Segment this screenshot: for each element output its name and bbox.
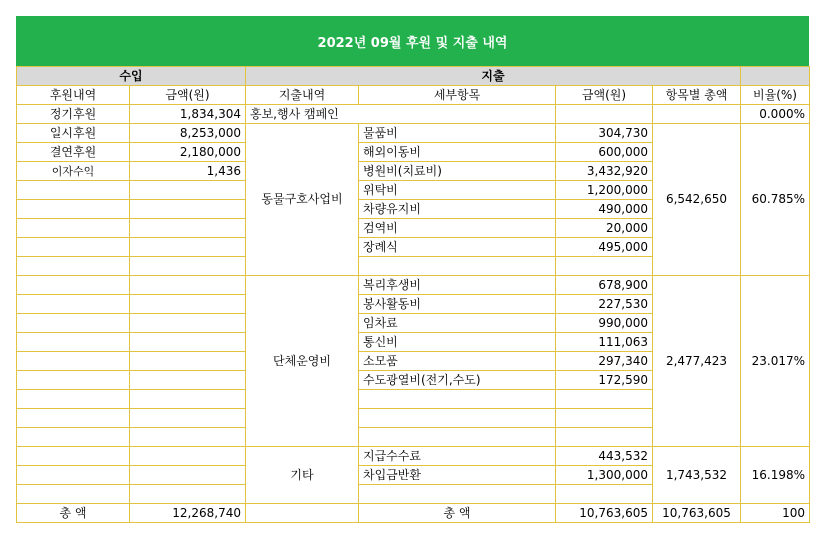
expense-group-name: 기타 <box>246 447 359 504</box>
category-grand-total: 10,763,605 <box>653 504 741 523</box>
detail-name: 차량유지비 <box>359 200 556 219</box>
income-name: 정기후원 <box>17 105 130 124</box>
detail-amount: 3,432,920 <box>556 162 653 181</box>
expense-group-total: 1,743,532 <box>653 447 741 504</box>
detail-amount: 990,000 <box>556 314 653 333</box>
ratio-total: 100 <box>741 504 810 523</box>
detail-name: 병원비(치료비) <box>359 162 556 181</box>
detail-name: 수도광열비(전기,수도) <box>359 371 556 390</box>
detail-amount: 297,340 <box>556 352 653 371</box>
detail-amount: 111,063 <box>556 333 653 352</box>
income-item-header: 후원내역 <box>17 86 130 105</box>
promo-expense-name: 홍보,행사 캠페인 <box>246 105 556 124</box>
income-name: 일시후원 <box>17 124 130 143</box>
income-name: 결연후원 <box>17 143 130 162</box>
detail-name: 해외이동비 <box>359 143 556 162</box>
column-header-row <box>17 86 810 105</box>
income-total-label: 총 액 <box>17 504 130 523</box>
detail-amount: 678,900 <box>556 276 653 295</box>
totals-row <box>17 504 810 523</box>
income-name: 이자수익 <box>17 162 130 181</box>
income-total-amount: 12,268,740 <box>130 504 246 523</box>
table-row <box>17 447 810 466</box>
detail-name: 검역비 <box>359 219 556 238</box>
detail-amount: 20,000 <box>556 219 653 238</box>
report-title: 2022년 09월 후원 및 지출 내역 <box>16 16 809 66</box>
promo-ratio: 0.000% <box>741 105 810 124</box>
table-row <box>17 276 810 295</box>
section-blank <box>741 67 810 86</box>
detail-amount: 304,730 <box>556 124 653 143</box>
expense-item-header: 지출내역 <box>246 86 359 105</box>
detail-name: 차입금반환 <box>359 466 556 485</box>
detail-name: 임차료 <box>359 314 556 333</box>
ratio-header: 비율(%) <box>741 86 810 105</box>
expense-group-total: 6,542,650 <box>653 124 741 276</box>
expense-group-ratio: 60.785% <box>741 124 810 276</box>
income-amount-header: 금액(원) <box>130 86 246 105</box>
detail-name: 지급수수료 <box>359 447 556 466</box>
expense-group-name: 단체운영비 <box>246 276 359 447</box>
expense-total-label: 총 액 <box>359 504 556 523</box>
expense-group-ratio: 23.017% <box>741 276 810 447</box>
expense-group-name: 동물구호사업비 <box>246 124 359 276</box>
detail-amount: 600,000 <box>556 143 653 162</box>
income-amount: 1,834,304 <box>130 105 246 124</box>
detail-amount: 172,590 <box>556 371 653 390</box>
table-row <box>17 105 810 124</box>
expense-group-total: 2,477,423 <box>653 276 741 447</box>
detail-item-header: 세부항목 <box>359 86 556 105</box>
detail-name: 위탁비 <box>359 181 556 200</box>
detail-amount: 495,000 <box>556 238 653 257</box>
detail-name: 복리후생비 <box>359 276 556 295</box>
finance-table <box>16 66 810 523</box>
expense-group-ratio: 16.198% <box>741 447 810 504</box>
income-amount: 8,253,000 <box>130 124 246 143</box>
detail-amount: 1,200,000 <box>556 181 653 200</box>
table-row <box>17 124 810 143</box>
detail-name: 통신비 <box>359 333 556 352</box>
detail-name: 봉사활동비 <box>359 295 556 314</box>
detail-name: 물품비 <box>359 124 556 143</box>
detail-name: 소모품 <box>359 352 556 371</box>
income-amount: 1,436 <box>130 162 246 181</box>
detail-amount: 1,300,000 <box>556 466 653 485</box>
expense-total-amount: 10,763,605 <box>556 504 653 523</box>
detail-amount-header: 금액(원) <box>556 86 653 105</box>
detail-amount: 490,000 <box>556 200 653 219</box>
section-header-row <box>17 67 810 86</box>
expense-section-label: 지출 <box>246 67 741 86</box>
detail-amount: 227,530 <box>556 295 653 314</box>
detail-name: 장례식 <box>359 238 556 257</box>
category-total-header: 항목별 총액 <box>653 86 741 105</box>
income-section-label: 수입 <box>17 67 246 86</box>
income-amount: 2,180,000 <box>130 143 246 162</box>
detail-amount: 443,532 <box>556 447 653 466</box>
